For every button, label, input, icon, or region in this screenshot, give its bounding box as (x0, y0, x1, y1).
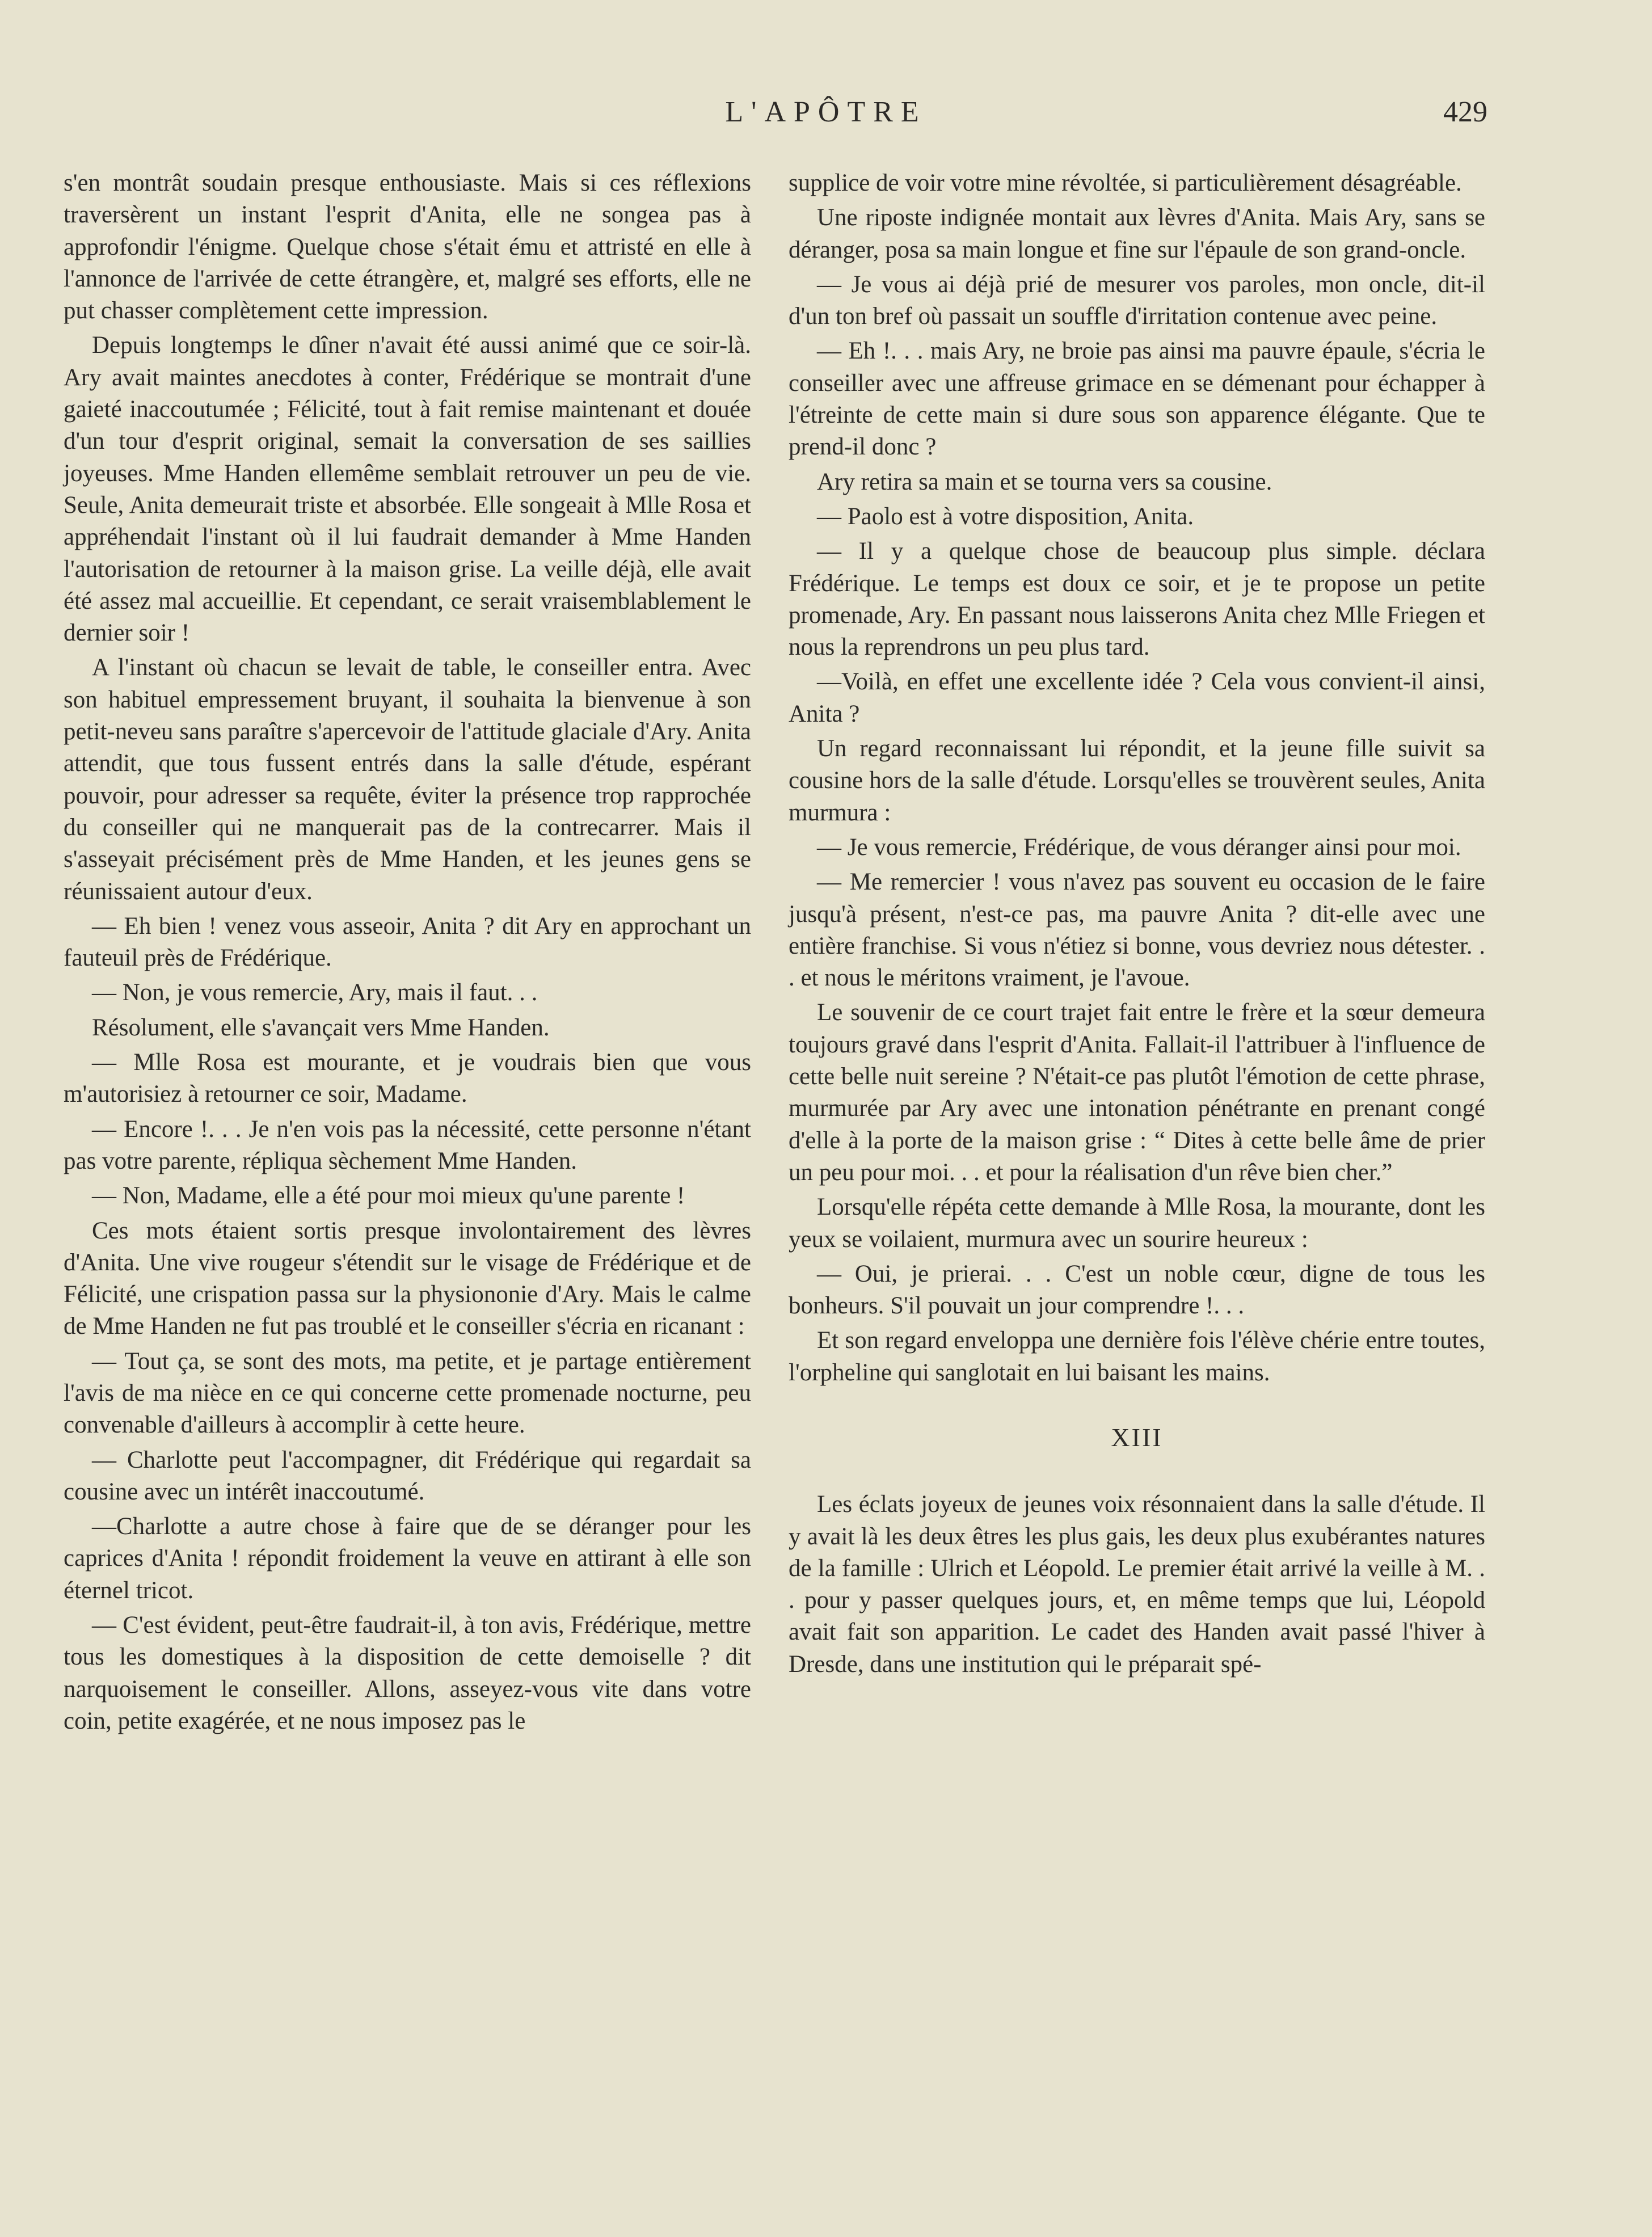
paragraph: Et son regard enveloppa une dernière fois l'élève chérie entre toutes, l'orpheline qui sanglotait en lui baisant les mains. (789, 1327, 1485, 1386)
paragraph: A l'instant où chacun se levait de table, le conseiller entra. Avec son habituel empressement bruyant, il souhaita la bienvenue à son petit-neveu sans paraître s'apercevoir de l'attitude glaciale d'Ary. Anita attendit, que tous fussent entrés dans la salle d'étude, espérant pouvoir, pour adresser sa requête, éviter la présence trop rapprochée du conseiller qui ne manquerait pas de la contrecarrer. Mais il s'asseyait précisément près de Mme Handen, et les jeunes gens se réunissaient autour d'eux. (64, 654, 751, 905)
paragraph: Lorsqu'elle répéta cette demande à Mlle Rosa, la mourante, dont les yeux se voilaient, murmura avec un sourire heureux : (789, 1194, 1485, 1253)
left-column (64, 167, 751, 1740)
paragraph: — Il y a quelque chose de beaucoup plus simple. déclara Frédérique. Le temps est doux ce soir, et je te propose un petite promenade, Ary. En passant nous laisserons Anita chez Mlle Friegen et nous la reprendrons un peu plus tard. (789, 538, 1485, 661)
page-number: 429 (1443, 96, 1487, 128)
paragraph: —Charlotte a autre chose à faire que de se déranger pour les caprices d'Anita ! répondit froidement la veuve en attirant à elle son éternel tricot. (64, 1513, 751, 1604)
paragraph: Un regard reconnaissant lui répondit, et la jeune fille suivit sa cousine hors de la salle d'étude. Lorsqu'elles se trouvèrent seules, Anita murmura : (789, 735, 1485, 826)
paragraph: Depuis longtemps le dîner n'avait été aussi animé que ce soir-là. Ary avait maintes anecdotes à conter, Frédérique se montrait d'une gaieté inaccoutumée ; Félicité, tout à fait remise maintenant et douée d'un tour d'esprit original, semait la conversation de ses saillies joyeuses. Mme Handen ellemême semblait retrouver un peu de vie. Seule, Anita demeurait triste et absorbée. Elle songeait à Mlle Rosa et appréhendait l'instant où il lui faudrait demander à Mme Handen l'autorisation de retourner à la maison grise. La veille déjà, elle avait été assez mal accueillie. Et cependant, ce serait vraisemblablement le dernier soir ! (64, 332, 751, 647)
paragraph: Les éclats joyeux de jeunes voix résonnaient dans la salle d'étude. Il y avait là les deux êtres les plus gais, les deux plus exubérantes natures de la famille : Ulrich et Léopold. Le premier était arrivé la veille à M. . . pour y passer quelques jours, et, en même temps que lui, Léopold avait fait son apparition. Le cadet des Handen avait passé l'hiver à Dresde, dans une institution qui le préparait spé- (789, 1491, 1485, 1678)
paragraph: — Non, je vous remercie, Ary, mais il faut. . . (92, 979, 538, 1006)
paragraph: — Eh bien ! venez vous asseoir, Anita ? dit Ary en approchant un fauteuil près de Frédérique. (64, 912, 751, 972)
paragraph: — Charlotte peut l'accompagner, dit Frédérique qui regardait sa cousine avec un intérêt inaccoutumé. (64, 1446, 751, 1505)
paragraph: — Me remercier ! vous n'avez pas souvent eu occasion de le faire jusqu'à présent, n'est-ce pas, ma pauvre Anita ? dit-elle avec une entière franchise. Si vous n'étiez si bonne, vous devriez nous détester. . . et nous le méritons vraiment, je l'avoue. (789, 869, 1485, 992)
chapter-heading: XIII (1111, 1422, 1163, 1452)
paragraph: — Paolo est à votre disposition, Anita. (817, 503, 1194, 530)
running-title: L'APÔTRE (725, 96, 927, 128)
paragraph: Résolument, elle s'avançait vers Mme Handen. (92, 1014, 550, 1041)
running-head (0, 95, 1652, 135)
paragraph: —Voilà, en effet une excellente idée ? Cela vous convient-il ainsi, Anita ? (789, 668, 1485, 727)
right-column (789, 167, 1485, 1683)
paragraph: supplice de voir votre mine révoltée, si particulièrement désagréable. (789, 170, 1462, 196)
paragraph: Une riposte indignée montait aux lèvres d'Anita. Mais Ary, sans se déranger, posa sa main longue et fine sur l'épaule de son grand-oncle. (789, 204, 1485, 263)
paragraph: Ary retira sa main et se tourna vers sa cousine. (817, 468, 1272, 495)
paragraph: — Tout ça, se sont des mots, ma petite, et je partage entièrement l'avis de ma nièce en ce qui concerne cette promenade nocturne, peu convenable d'ailleurs à accomplir à cette heure. (64, 1347, 751, 1439)
paragraph: — C'est évident, peut-être faudrait-il, à ton avis, Frédérique, mettre tous les domestiques à la disposition de cette demoiselle ? dit narquoisement le conseiller. Allons, asseyez-vous vite dans votre coin, petite exagérée, et ne nous imposez pas le (64, 1612, 751, 1734)
paragraph: Le souvenir de ce court trajet fait entre le frère et la sœur demeura toujours gravé dans l'esprit d'Anita. Fallait-il l'attribuer à l'influence de cette belle nuit sereine ? N'était-ce pas plutôt l'émotion de cette phrase, murmurée par Ary avec une intonation pénétrante en prenant congé d'elle à la porte de la maison grise : “ Dites à cette belle âme de prier un peu pour moi. . . et pour la réalisation d'un rêve bien cher.” (789, 999, 1485, 1186)
paragraph: — Oui, je prierai. . . C'est un noble cœur, digne de tous les bonheurs. S'il pouvait un jour comprendre !. . . (789, 1260, 1485, 1320)
paragraph: Ces mots étaient sortis presque involontairement des lèvres d'Anita. Une vive rougeur s'étendit sur le visage de Frédérique et de Félicité, une crispation passa sur la physiononie d'Ary. Mais le calme de Mme Handen ne fut pas troublé et le conseiller s'écria en ricanant : (64, 1217, 751, 1340)
paragraph: — Non, Madame, elle a été pour moi mieux qu'une parente ! (92, 1182, 685, 1210)
paragraph: s'en montrât soudain presque enthousiaste. Mais si ces réflexions traversèrent un instant l'esprit d'Anita, elle ne songea pas à approfondir l'énigme. Quelque chose s'était ému et attristé en elle à l'annonce de l'arrivée de cette étrangère, et, malgré ses efforts, elle ne put chasser complètement cette impression. (64, 170, 751, 325)
paragraph: — Je vous ai déjà prié de mesurer vos paroles, mon oncle, dit-il d'un ton bref où passait un souffle d'irritation contenue avec peine. (789, 271, 1485, 330)
paragraph: — Mlle Rosa est mourante, et je voudrais bien que vous m'autorisiez à retourner ce soir, Madame. (64, 1049, 751, 1108)
paragraph: — Je vous remercie, Frédérique, de vous déranger ainsi pour moi. (817, 833, 1461, 861)
paragraph: — Encore !. . . Je n'en vois pas la nécessité, cette personne n'étant pas votre parente, répliqua sèchement Mme Handen. (64, 1115, 751, 1174)
paragraph: — Eh !. . . mais Ary, ne broie pas ainsi ma pauvre épaule, s'écria le conseiller avec une affreuse grimace en se démenant pour échapper à l'étreinte de cette main si dure sous son apparence élégante. Que te prend-il donc ? (789, 338, 1485, 461)
